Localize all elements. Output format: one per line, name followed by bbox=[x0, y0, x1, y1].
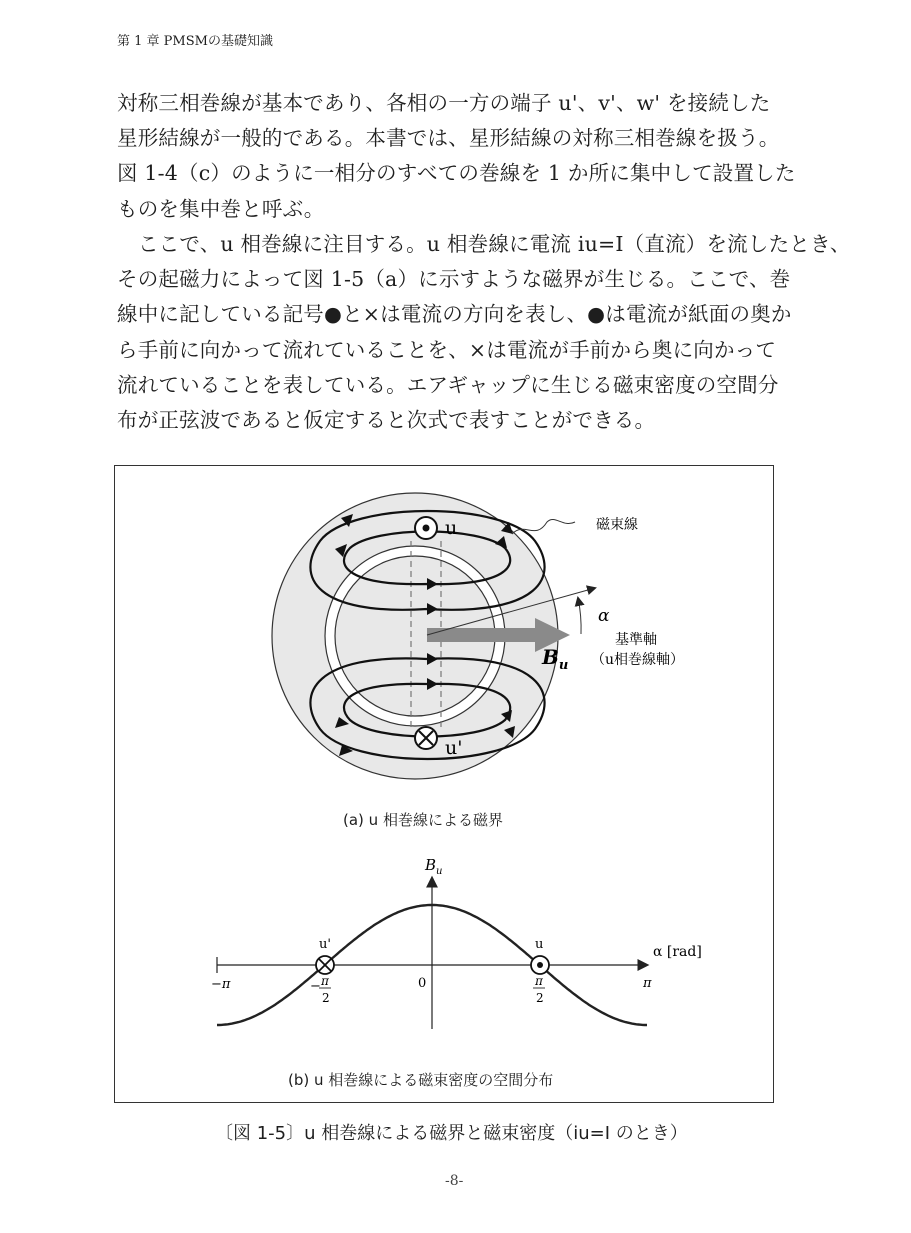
tick-label-neg-pi: −π bbox=[211, 977, 231, 992]
label-u-prime-b: u' bbox=[319, 937, 331, 952]
marker-u-dot bbox=[531, 956, 549, 974]
label-flux-line: 磁束線 bbox=[596, 517, 638, 533]
svg-text:2: 2 bbox=[536, 991, 544, 1005]
label-axis-note: （u相巻線軸） bbox=[591, 652, 685, 668]
x-axis-label: α [rad] bbox=[653, 944, 702, 960]
caption-panel-a: (a) u 相巻線による磁界 bbox=[343, 811, 503, 829]
label-u: u bbox=[445, 517, 458, 539]
text-line: ものを集中巻と呼ぶ。 bbox=[117, 196, 325, 221]
text-line: 対称三相巻線が基本であり、各相の一方の端子 u'、v'、w' を接続した bbox=[117, 91, 771, 115]
y-axis-label: $B_u$ bbox=[425, 856, 443, 877]
figure-1-5 bbox=[114, 465, 774, 1103]
tick-label-zero: 0 bbox=[418, 976, 427, 991]
figure-drawing bbox=[115, 466, 773, 1102]
svg-text:π: π bbox=[321, 974, 329, 988]
tick-label-half-pi bbox=[533, 974, 545, 1005]
label-u-prime: u' bbox=[445, 737, 463, 759]
text-line: 流れていることを表している。エアギャップに生じる磁束密度の空間分 bbox=[117, 372, 779, 397]
caption-panel-b: (b) u 相巻線による磁束密度の空間分布 bbox=[288, 1071, 554, 1089]
text-line: 図 1-4（c）のように一相分のすべての巻線を 1 か所に集中して設置した bbox=[117, 161, 796, 186]
svg-text:π: π bbox=[535, 974, 543, 988]
svg-text:−: − bbox=[310, 979, 321, 994]
text-line: ここで、u 相巻線に注目する。u 相巻線に電流 iu=I（直流）を流したとき、 bbox=[138, 232, 851, 256]
figure-caption: 〔図 1-5〕u 相巻線による磁界と磁束密度（iu=I のとき） bbox=[215, 1123, 688, 1144]
chapter-header: 第 1 章 PMSMの基礎知識 bbox=[117, 34, 273, 49]
flux-label-leader bbox=[512, 519, 575, 534]
text-line: 線中に記している記号●と×は電流の方向を表し、●は電流が紙面の奥か bbox=[117, 302, 792, 327]
text-line: 星形結線が一般的である。本書では、星形結線の対称三相巻線を扱う。 bbox=[117, 126, 780, 151]
label-u-b: u bbox=[535, 937, 544, 952]
conductor-u-prime-cross bbox=[415, 727, 437, 749]
svg-text:2: 2 bbox=[322, 991, 330, 1005]
label-alpha: α bbox=[598, 606, 610, 626]
label-bu: $B_u$ bbox=[542, 645, 569, 673]
alpha-arc bbox=[578, 598, 581, 634]
text-line: ら手前に向かって流れていることを、×は電流が手前から奥に向かって bbox=[117, 337, 777, 362]
marker-u-prime-cross bbox=[316, 956, 334, 974]
tick-label-neg-half-pi bbox=[310, 974, 331, 1005]
conductor-u-dot bbox=[415, 517, 437, 539]
label-reference-axis: 基準軸 bbox=[615, 632, 657, 648]
text-line: 布が正弦波であると仮定すると次式で表すことができる。 bbox=[117, 408, 656, 433]
page-number: -8- bbox=[445, 1173, 464, 1189]
paragraph-1 bbox=[117, 86, 796, 227]
text-line: その起磁力によって図 1-5（a）に示すような磁界が生じる。ここで、巻 bbox=[117, 267, 791, 292]
tick-label-pi: π bbox=[643, 976, 652, 991]
paragraph-2 bbox=[117, 227, 851, 438]
